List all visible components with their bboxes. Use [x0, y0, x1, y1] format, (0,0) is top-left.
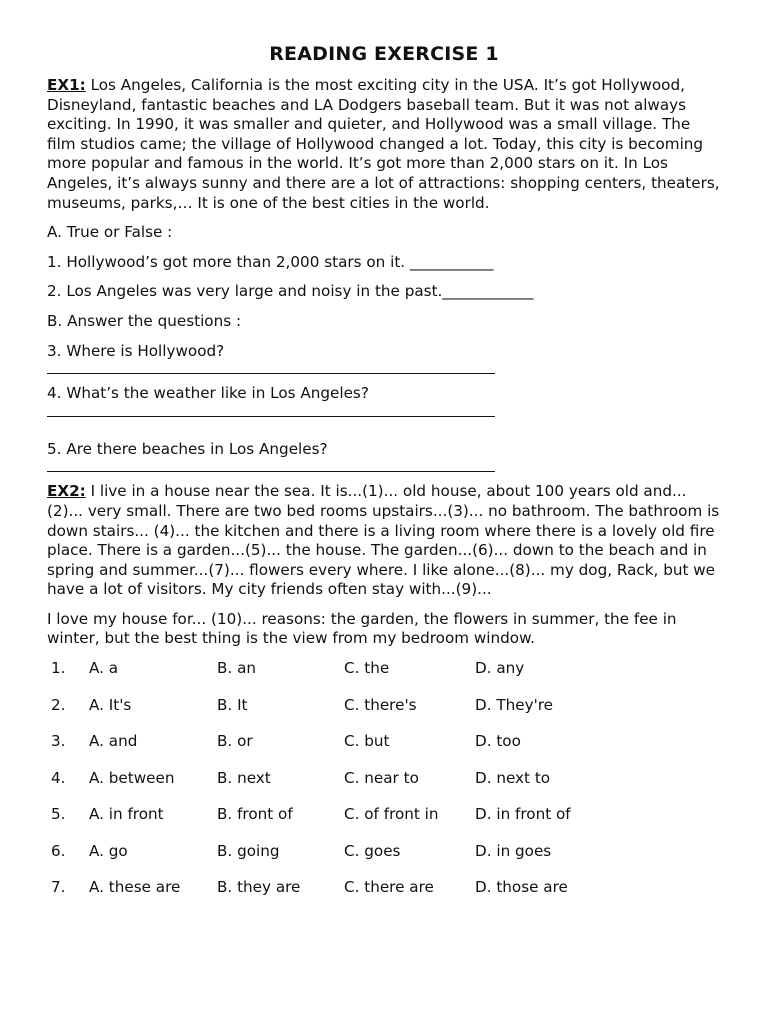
option-row-1: [47, 659, 721, 696]
option-d[interactable]: D. too: [475, 732, 521, 751]
option-c[interactable]: C. near to: [344, 768, 419, 787]
option-b[interactable]: B. going: [217, 841, 280, 860]
answer-line-4[interactable]: [47, 416, 495, 417]
answer-line-3[interactable]: [47, 373, 495, 374]
option-number: 4.: [51, 768, 66, 787]
ex2-passage: [47, 482, 721, 600]
ex1-part-a-heading: A. True or False :: [47, 223, 173, 242]
option-b[interactable]: B. next: [217, 768, 271, 787]
ex2-passage-2: I love my house for... (10)... reasons: the garden, the flowers in summer, the fee in winter, but the best thing is the view from my bedroom window.: [47, 609, 677, 648]
option-b[interactable]: B. front of: [217, 805, 293, 824]
page-title: READING EXERCISE 1: [269, 43, 499, 65]
ex1-label: EX1:: [47, 76, 86, 94]
option-a[interactable]: A. It's: [89, 695, 132, 714]
option-a[interactable]: A. between: [89, 768, 175, 787]
option-a[interactable]: A. in front: [89, 805, 164, 824]
option-b[interactable]: B. It: [217, 695, 248, 714]
option-d[interactable]: D. They're: [475, 695, 554, 714]
question-5: 5. Are there beaches in Los Angeles?: [47, 439, 328, 458]
option-a[interactable]: A. a: [89, 659, 119, 678]
option-number: 2.: [51, 695, 66, 714]
option-a[interactable]: A. go: [89, 841, 128, 860]
option-row-2: [47, 696, 721, 733]
option-b[interactable]: B. they are: [217, 878, 301, 897]
option-d[interactable]: D. those are: [475, 878, 568, 897]
option-c[interactable]: C. the: [344, 659, 390, 678]
option-b[interactable]: B. or: [217, 732, 253, 751]
answer-line-5[interactable]: [47, 471, 495, 472]
option-number: 5.: [51, 805, 66, 824]
ex1-part-b-heading: B. Answer the questions :: [47, 311, 242, 330]
option-number: 1.: [51, 659, 66, 678]
option-row-7: [47, 878, 721, 915]
question-4: 4. What’s the weather like in Los Angeles?: [47, 384, 369, 403]
option-d[interactable]: D. in front of: [475, 805, 571, 824]
option-d[interactable]: D. next to: [475, 768, 551, 787]
ex1-passage: [47, 76, 721, 213]
ex2-passage-text: I live in a house near the sea. It is...(1)... old house, about 100 years old and...(2)... very small. There are two bed rooms upstairs...(3)... no bathroom. The bathroom is down stairs... (4)... the kitchen and there is a living room where there is a lovely old fire place. There is a garden...(5)... the house. The garden...(6)... down to the beach and in spring and summer...(7)... flowers every where. I like alone...(8)... my dog, Rack, but we have a lot of visitors. My city friends often stay with...(9)...: [47, 482, 720, 599]
option-a[interactable]: A. these are: [89, 878, 181, 897]
ex1-passage-text: Los Angeles, California is the most exciting city in the USA. It’s got Hollywood, Disneyland, fantastic beaches and LA Dodgers baseball team. But it was not always exciting. In 1990, it was smaller and quieter, and Hollywood was a small village. The film studios came; the village of Hollywood changed a lot. Today, this city is becoming more popular and famous in the world. It’s got more than 2,000 stars on it. In Los Angeles, it’s always sunny and there are a lot of attractions: shopping centers, theaters, museums, parks,… It is one of the best cities in the world.: [47, 76, 720, 212]
option-c[interactable]: C. goes: [344, 841, 401, 860]
question-2: 2. Los Angeles was very large and noisy in the past.____________: [47, 282, 534, 301]
worksheet-page: [47, 42, 721, 915]
option-number: 6.: [51, 841, 66, 860]
option-row-4: [47, 769, 721, 806]
question-3: 3. Where is Hollywood?: [47, 341, 225, 360]
option-b[interactable]: B. an: [217, 659, 257, 678]
option-d[interactable]: D. in goes: [475, 841, 552, 860]
question-1: 1. Hollywood’s got more than 2,000 stars on it. ___________: [47, 252, 494, 271]
option-d[interactable]: D. any: [475, 659, 525, 678]
option-row-6: [47, 842, 721, 879]
option-number: 7.: [51, 878, 66, 897]
option-c[interactable]: C. of front in: [344, 805, 439, 824]
option-c[interactable]: C. there are: [344, 878, 434, 897]
option-row-5: [47, 805, 721, 842]
option-row-3: [47, 732, 721, 769]
ex2-label: EX2:: [47, 482, 86, 501]
option-c[interactable]: C. but: [344, 732, 390, 751]
option-a[interactable]: A. and: [89, 732, 138, 751]
option-c[interactable]: C. there's: [344, 695, 417, 714]
option-number: 3.: [51, 732, 66, 751]
options-list: [47, 659, 721, 915]
